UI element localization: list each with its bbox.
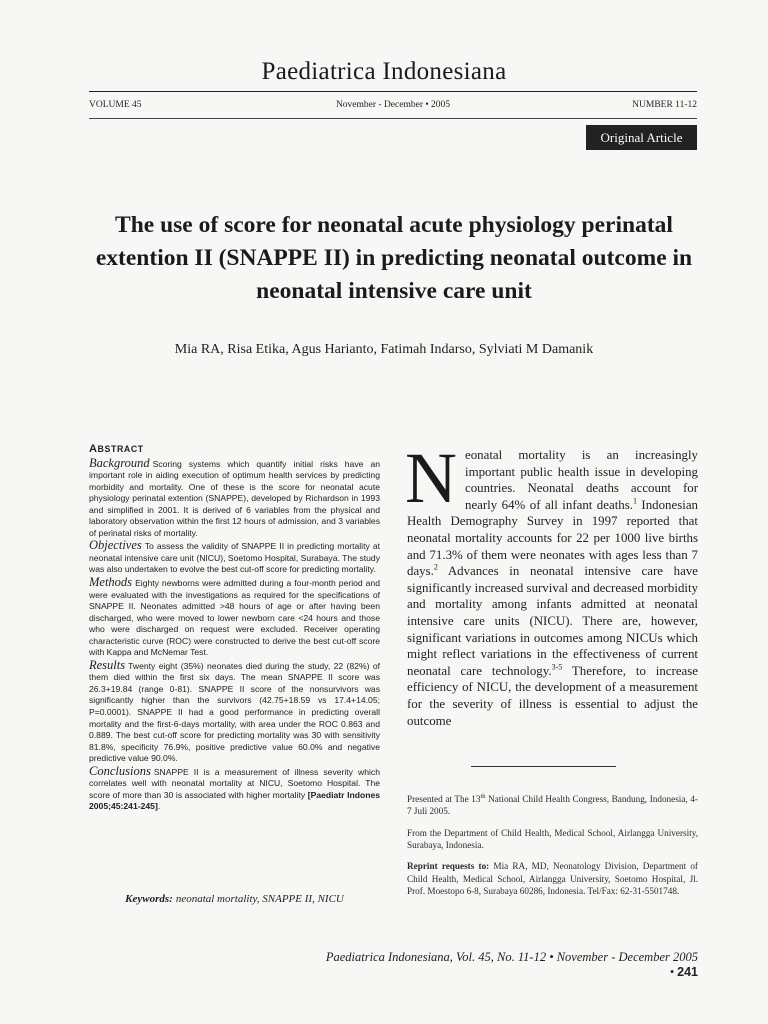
abstract-methods xyxy=(89,577,380,659)
objectives-text: To assess the validity of SNAPPE II in predicting mortality at neonatal intensive care unit (NICU), Soetomo Hospital, Surabaya. The study was also undertaken to evolve the best cut-off score for predicting mortality. xyxy=(89,541,380,575)
results-text: Twenty eight (35%) neonates died during the study, 22 (82%) of them died within the first six days. The mean SNAPPE II score was 26.3+19.84 (range 0-81). SNAPPE II score of the nonsurvivors was significantly higher than the survivors (42.75+18.59 vs 17.4+14.05; P=0.0001). SNAPPE II had a good performance in predicting overall mortality and the first-6-days mortality, with area under the ROC 0.863 and 0.889. The best cut-off score for predicting mortality was 30 with sensitivity 81.8%, specificity 76.9%, positive predictive value 60.0% and negative predictive value 90.0%. xyxy=(89,660,380,764)
body-p4: Therefore, to increase efficiency of NICU, the development of a measurement for the severity of illness is essential to adjust the outcome xyxy=(407,663,699,728)
issue-number: NUMBER 11-12 xyxy=(632,100,697,110)
abstract-heading-cap: A xyxy=(89,443,98,455)
abstract-results xyxy=(89,657,380,765)
methods-label: Methods xyxy=(89,575,133,590)
article-type-badge: Original Article xyxy=(586,125,697,150)
abstract-conclusions xyxy=(89,763,381,813)
background-label: Background xyxy=(89,455,150,470)
volume-label: VOLUME 45 xyxy=(89,100,142,110)
body-p3: Advances in neonatal intensive care have significantly increased survival and decreased morbidity and mortality among infants admitted at neonatal intensive care units (NICU). There are, however, significant variations in outcomes among NICUs which might reflect variations in the effectiveness of current neonatal care technology. xyxy=(407,564,699,678)
footer-citation: Paediatrica Indonesiana, Vol. 45, No. 11-12 • November - December 2005 • xyxy=(325,950,698,979)
abstract-heading-rest: BSTRACT xyxy=(97,444,144,454)
presented-text-b: National Child Health Congress, Bandung, Indonesia, 4-7 Juli 2005. xyxy=(407,794,698,817)
issue-rule xyxy=(89,118,697,119)
footnote-affiliation: From the Department of Child Health, Medical School, Airlangga University, Surabaya, Indonesia. xyxy=(407,827,698,850)
abstract-background xyxy=(89,455,380,540)
abstract xyxy=(89,444,380,814)
presented-text-a: Presented at The 13 xyxy=(407,794,481,805)
conclusions-text: SNAPPE II is a measurement of illness severity which correlates well with neonatal mortality at NICU, Soetomo Hospital. The score of more than 30 is associated with higher mortality xyxy=(89,766,380,800)
keywords-text: neonatal mortality, SNAPPE II, NICU xyxy=(175,893,344,905)
body-text xyxy=(405,438,699,729)
abstract-heading xyxy=(89,444,380,456)
reprint-label: Reprint requests to: xyxy=(407,861,490,872)
page-footer xyxy=(300,950,698,980)
methods-text: Eighty newborns were admitted during a four-month period and were evaluated with the investigations as required for the specifications of SNAPPE II. Neonates admitted >48 hours of age or after having been discharged, who were moved to lower newborn care <24 hours and those who were discharged on request were excluded. Receiver operating characteristic curve (ROC) were constructed to derive the best cut-off score with Kappa and McNemar Test. xyxy=(89,578,380,658)
reprint-text: Mia RA, MD, Neonatology Division, Department of Child Health, Medical School, Airlangga University, Soetomo Hospital, Jl. Prof. Moestopo 6-8, Surabaya 60286, Indonesia. Tel/Fax: 62-31-5501748. xyxy=(407,861,698,896)
objectives-label: Objectives xyxy=(89,538,142,553)
journal-title: Paediatrica Indonesiana xyxy=(261,58,507,85)
page-number: 241 xyxy=(677,965,698,979)
ref-1: 1 xyxy=(632,496,637,506)
footnote-presented xyxy=(407,791,698,818)
citation-end: . xyxy=(157,801,161,812)
keywords xyxy=(89,893,380,905)
background-text: Scoring systems which quantify initial risks have an important role in aiding execution of optimum health services by predicting morbidity and mortality. One of these is the score for neonatal acute physiology perinatal extention (SNAPPE), developed by Richardson in 1993 and simplified in 2001. It is derived of 6 variables from the physical and laboratory observation within the first 12 hours of admission, and 3 variables of perinatal risks of mortality. xyxy=(89,458,380,538)
citation: [Paediatr Indones 2005;45:241-245] xyxy=(89,789,381,812)
issue-date: November - December • 2005 xyxy=(335,100,451,110)
ref-2: 2 xyxy=(433,562,438,572)
drop-cap: N xyxy=(405,438,457,518)
author-list: Mia RA, Risa Etika, Agus Harianto, Fatimah Indarso, Sylviati M Damanik xyxy=(174,342,594,357)
presented-sup: th xyxy=(480,793,486,800)
article-title: The use of score for neonatal acute physiology perinatal extention II (SNAPPE II) in predicting neonatal outcome in neonatal intensive care unit xyxy=(95,212,693,304)
abstract-objectives xyxy=(89,540,380,576)
footnote-rule xyxy=(471,766,616,767)
header-rule xyxy=(89,91,697,92)
footnotes xyxy=(407,791,698,906)
keywords-label: Keywords: xyxy=(125,893,173,905)
ref-3-5: 3-5 xyxy=(551,662,563,672)
results-label: Results xyxy=(89,657,126,672)
body-p2: Indonesian Health Demography Survey in 1997 reported that neonatal mortality accounts for 22 per 1000 live births and 71.3% of them were neonates with ages less than 7 days. xyxy=(407,497,698,579)
conclusions-label: Conclusions xyxy=(89,763,151,778)
footnote-reprint xyxy=(407,860,698,897)
body-p1: eonatal mortality is an increasingly important public health issue in developing countries. Neonatal deaths account for nearly 64% of all infant deaths. xyxy=(465,448,698,512)
